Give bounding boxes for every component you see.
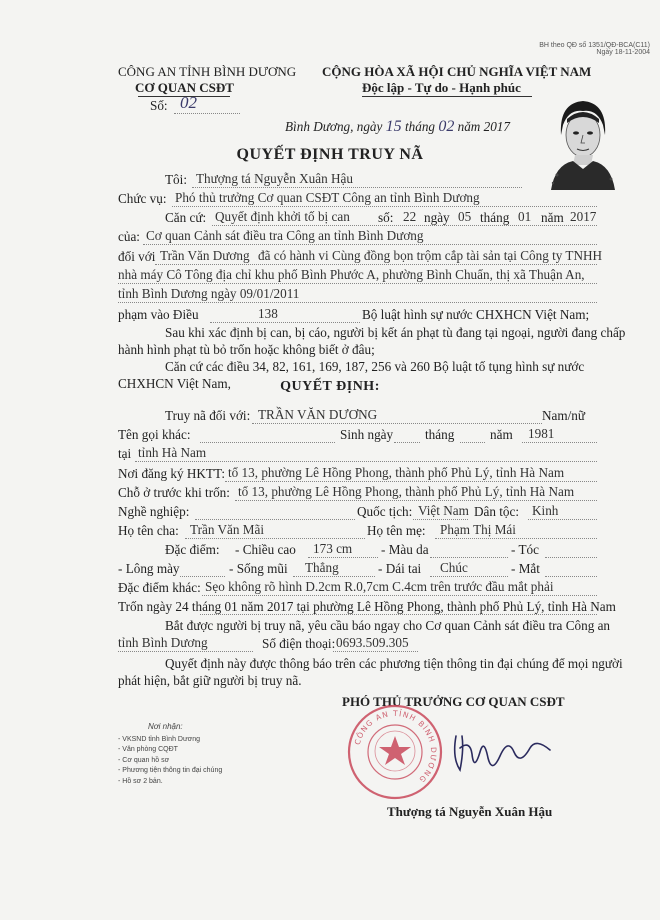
so-value: 22 [403,209,417,224]
toi-label: Tôi: [165,172,187,187]
recipients-block [118,722,222,787]
recipients-title: Nơi nhận: [148,722,183,731]
report-phone-label: Số điện thoại: [262,636,336,651]
longmay-label: - Lông mày [118,561,180,576]
dacdiemkhac-label: Đặc điểm khác: [118,580,201,595]
sinh-thang-label: tháng [425,427,455,442]
mat-label: - Mắt [511,561,540,576]
dacdiem-label: Đặc điểm: [165,542,220,557]
recipient-item: - VKSND tỉnh Bình Dương [118,735,201,743]
toi-value: Thượng tá Nguyễn Xuân Hậu [196,171,353,186]
doivoi-name: Trần Văn Dương [160,248,250,263]
doivoi-text1: đã có hành vi Cùng đồng bọn trộm cắp tài sản tại Công ty TNHH [258,248,603,263]
para1-line1: Sau khi xác định bị can, bị cáo, người bị kết án phạt tù đang tại ngoại, người đang chấp [165,325,626,340]
sinhngay-label: Sinh ngày [340,427,394,442]
republic-name: CỘNG HÒA XÃ HỘI CHỦ NGHĨA VIỆT NAM [322,64,592,79]
thang-value: 01 [518,209,532,224]
date-day: 15 [385,118,402,135]
tengoikhac-label: Tên gọi khác: [118,427,191,442]
tai-label: tại [118,446,132,461]
recipient-item: - Phương tiện thông tin đại chúng [118,767,223,774]
number-label: Số: [150,98,168,113]
recipient-item: - Cơ quan hồ sơ [118,756,170,764]
choo-value: tổ 13, phường Lê Hồng Phong, thành phố Phủ Lý, tỉnh Hà Nam [238,484,575,499]
date-month-label: tháng [404,119,436,134]
quoctich-label: Quốc tịch: [357,504,413,519]
nam-value: 2017 [570,209,597,224]
nghe-label: Nghề nghiệp: [118,504,190,519]
sinh-nam-value: 1981 [528,426,555,441]
agency-name: CÔNG AN TỈNH BÌNH DƯƠNG [118,64,297,79]
number-value: 02 [180,93,197,112]
truyna-value: TRẦN VĂN DƯƠNG [258,407,378,422]
hktt-value: tổ 13, phường Lê Hồng Phong, thành phố Phủ Lý, tỉnh Hà Nam [228,465,565,480]
phamvao-suffix: Bộ luật hình sự nước CHXHCN Việt Nam; [362,307,590,322]
report-phone-value: 0693.509.305 [336,635,409,650]
sinh-nam-label: năm [490,427,513,442]
ngay-label: ngày [424,210,450,225]
doivoi-label: đối với [118,249,156,264]
date-month: 02 [438,118,455,135]
sub-agency-name: CƠ QUAN CSĐT [135,80,234,95]
songmui-value: Thẳng [305,560,339,575]
dantoc-value: Kinh [532,503,559,518]
so-label: số: [378,210,394,225]
mauda-label: - Màu da [381,542,429,557]
date-year: năm 2017 [457,119,510,134]
signer-position: PHÓ THỦ TRƯỞNG CƠ QUAN CSĐT [342,694,565,709]
cha-label: Họ tên cha: [118,523,179,538]
quoctich-value: Việt Nam [418,503,469,518]
report-line1: Bắt được người bị truy nã, yêu cầu báo ngay cho Cơ quan Cảnh sát điều tra Công an [165,618,611,633]
chieucao-value: 173 cm [313,541,353,556]
truyna-label: Truy nã đối với: [165,408,251,423]
recipient-item: - Hồ sơ 2 bản. [118,777,163,785]
decision-heading: QUYẾT ĐỊNH: [280,379,380,394]
chucvu-label: Chức vụ: [118,191,167,206]
dantoc-label: Dân tộc: [474,504,520,519]
national-motto: Độc lập - Tự do - Hạnh phúc [362,80,521,95]
choo-label: Chỗ ở trước khi trốn: [118,485,230,500]
chieucao-label: - Chiều cao [235,542,296,557]
report-agency: tỉnh Bình Dương [118,635,208,650]
hktt-label: Nơi đăng ký HKTT: [118,466,226,481]
thang-label: tháng [480,210,510,225]
gender: Nam/nữ [542,408,586,423]
suspect-photo [545,95,620,190]
tai-value: tỉnh Hà Nam [138,445,207,460]
cua-value: Cơ quan Cảnh sát điều tra Công an tỉnh Bình Dương [146,228,424,243]
cancu-label: Căn cứ: [165,210,207,225]
cua-label: của: [118,229,140,244]
document-title: QUYẾT ĐỊNH TRUY NÃ [236,146,424,163]
para2-line2: CHXHCN Việt Nam, [118,376,231,391]
date-place: Bình Dương, ngày [285,119,383,134]
cha-value: Trần Văn Mãi [190,522,264,537]
phamvao-label: phạm vào Điều [118,307,199,322]
daitai-value: Chúc [440,560,468,575]
doivoi-text2: nhà máy Cô Tông địa chỉ khu phố Bình Phước A, phường Bình Chuẩn, thị xã Thuận An, [118,267,585,282]
doivoi-text3: tỉnh Bình Dương ngày 09/01/2011 [118,286,300,301]
form-code [539,42,650,56]
form-code-line1: BH theo QĐ số 1351/QĐ-BCA(C11) [539,42,650,49]
daitai-label: - Dái tai [378,561,422,576]
nam-label: năm [541,210,564,225]
chucvu-value: Phó thủ trưởng Cơ quan CSĐT Công an tỉnh Bình Dương [175,190,480,205]
me-label: Họ tên mẹ: [367,523,426,538]
signer-name: Thượng tá Nguyễn Xuân Hậu [387,804,553,819]
form-code-line2: Ngày 18-11-2004 [596,49,650,56]
tron-text: Trốn ngày 24 tháng 01 năm 2017 tại phường Lê Hồng Phong, thành phố Phủ Lý, tỉnh Hà Nam [118,599,616,614]
dacdiemkhac-value: Sẹo không rõ hình D.2cm R.0,7cm C.4cm trên trước đầu mắt phải [205,579,554,594]
recipient-item: - Văn phòng CQĐT [118,746,178,753]
para2-line1: Căn cứ các điều 34, 82, 161, 169, 187, 256 và 260 Bộ luật tố tụng hình sự nước [165,359,585,374]
ngay-value: 05 [458,209,472,224]
songmui-label: - Sống mũi [229,561,288,576]
notice-line2: phát hiện, bắt giữ người bị truy nã. [118,673,302,688]
notice-line1: Quyết định này được thông báo trên các phương tiện thông tin đại chúng để mọi người [165,656,623,671]
handwritten-signature [450,728,560,778]
date-line [285,118,510,136]
toc-label: - Tóc [511,542,539,557]
me-value: Phạm Thị Mái [440,522,516,537]
stamp-outer-text: CÔNG AN TỈNH BÌNH DƯƠNG [352,708,439,785]
para1-line2: hành hình phạt tù bỏ trốn hoặc không biết ở đâu; [118,342,375,357]
cancu-value: Quyết định khởi tố bị can [215,209,350,224]
official-stamp [346,703,444,801]
phamvao-value: 138 [258,306,278,321]
